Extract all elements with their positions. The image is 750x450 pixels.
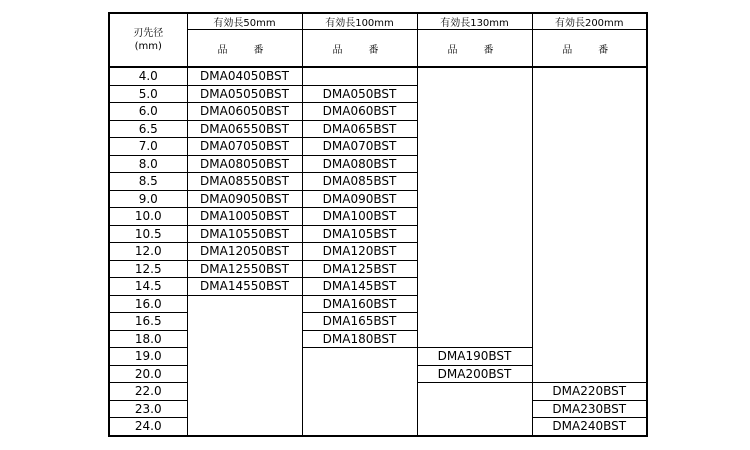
empty-cell bbox=[302, 348, 417, 436]
part-number-cell: DMA165BST bbox=[302, 313, 417, 331]
part-number-cell: DMA07050BST bbox=[187, 138, 302, 156]
diameter-cell: 12.5 bbox=[109, 260, 187, 278]
part-number-cell: DMA09050BST bbox=[187, 190, 302, 208]
part-number-cell: DMA12050BST bbox=[187, 243, 302, 261]
diameter-cell: 6.5 bbox=[109, 120, 187, 138]
diameter-cell: 18.0 bbox=[109, 330, 187, 348]
part-number-header-130: 品 番 bbox=[417, 30, 532, 68]
part-number-cell: DMA10050BST bbox=[187, 208, 302, 226]
part-number-cell: DMA060BST bbox=[302, 103, 417, 121]
part-number-cell: DMA100BST bbox=[302, 208, 417, 226]
diameter-cell: 16.0 bbox=[109, 295, 187, 313]
column-header-100: 有効長100mm bbox=[302, 13, 417, 30]
diameter-header bbox=[109, 13, 187, 67]
empty-cell bbox=[417, 383, 532, 436]
part-number-cell bbox=[302, 67, 417, 85]
part-number-cell: DMA14550BST bbox=[187, 278, 302, 296]
diameter-cell: 22.0 bbox=[109, 383, 187, 401]
column-header-130: 有効長130mm bbox=[417, 13, 532, 30]
diameter-cell: 9.0 bbox=[109, 190, 187, 208]
empty-cell bbox=[417, 67, 532, 348]
diameter-cell: 24.0 bbox=[109, 418, 187, 436]
part-number-cell: DMA050BST bbox=[302, 85, 417, 103]
part-number-header-200: 品 番 bbox=[532, 30, 647, 68]
column-header-200: 有効長200mm bbox=[532, 13, 647, 30]
diameter-cell: 6.0 bbox=[109, 103, 187, 121]
diameter-cell: 8.0 bbox=[109, 155, 187, 173]
diameter-cell: 19.0 bbox=[109, 348, 187, 366]
part-number-cell: DMA120BST bbox=[302, 243, 417, 261]
diameter-cell: 4.0 bbox=[138, 69, 158, 84]
diameter-cell: 14.5 bbox=[109, 278, 187, 296]
part-number-cell: DMA230BST bbox=[532, 400, 647, 418]
part-number-cell: DMA06050BST bbox=[187, 103, 302, 121]
diameter-header-unit: (mm) bbox=[134, 41, 162, 52]
drill-spec-table bbox=[108, 12, 648, 437]
empty-cell bbox=[532, 67, 647, 383]
part-number-cell: DMA065BST bbox=[302, 120, 417, 138]
part-number-cell: DMA08050BST bbox=[187, 155, 302, 173]
part-number-cell: DMA05050BST bbox=[187, 85, 302, 103]
part-number-cell: DMA06550BST bbox=[187, 120, 302, 138]
part-number-cell: DMA080BST bbox=[302, 155, 417, 173]
part-number-header-50: 品 番 bbox=[187, 30, 302, 68]
diameter-cell: 10.0 bbox=[109, 208, 187, 226]
diameter-cell: 5.0 bbox=[109, 85, 187, 103]
part-number-cell: DMA08550BST bbox=[187, 173, 302, 191]
diameter-header-label: 刃先径 bbox=[133, 28, 164, 39]
part-number-cell: DMA190BST bbox=[417, 348, 532, 366]
part-number-header-100: 品 番 bbox=[302, 30, 417, 68]
part-number-cell: DMA160BST bbox=[302, 295, 417, 313]
diameter-cell: 20.0 bbox=[109, 365, 187, 383]
part-number-cell: DMA105BST bbox=[302, 225, 417, 243]
part-number-cell: DMA145BST bbox=[302, 278, 417, 296]
part-number-cell: DMA04050BST bbox=[187, 67, 302, 85]
column-header-50: 有効長50mm bbox=[187, 13, 302, 30]
table-body bbox=[109, 67, 647, 436]
part-number-cell: DMA12550BST bbox=[187, 260, 302, 278]
part-number-cell: DMA070BST bbox=[302, 138, 417, 156]
diameter-cell: 16.5 bbox=[109, 313, 187, 331]
part-number-cell: DMA180BST bbox=[302, 330, 417, 348]
part-number-cell: DMA085BST bbox=[302, 173, 417, 191]
part-number-cell: DMA10550BST bbox=[187, 225, 302, 243]
part-number-cell: DMA240BST bbox=[532, 418, 647, 436]
diameter-cell: 23.0 bbox=[109, 400, 187, 418]
part-number-cell: DMA125BST bbox=[302, 260, 417, 278]
diameter-cell: 8.5 bbox=[109, 173, 187, 191]
diameter-cell: 7.0 bbox=[109, 138, 187, 156]
table-row bbox=[109, 67, 647, 85]
part-number-cell: DMA220BST bbox=[532, 383, 647, 401]
diameter-cell: 12.0 bbox=[109, 243, 187, 261]
part-number-cell: DMA200BST bbox=[417, 365, 532, 383]
empty-cell bbox=[187, 295, 302, 436]
part-number-cell: DMA090BST bbox=[302, 190, 417, 208]
diameter-cell: 10.5 bbox=[109, 225, 187, 243]
